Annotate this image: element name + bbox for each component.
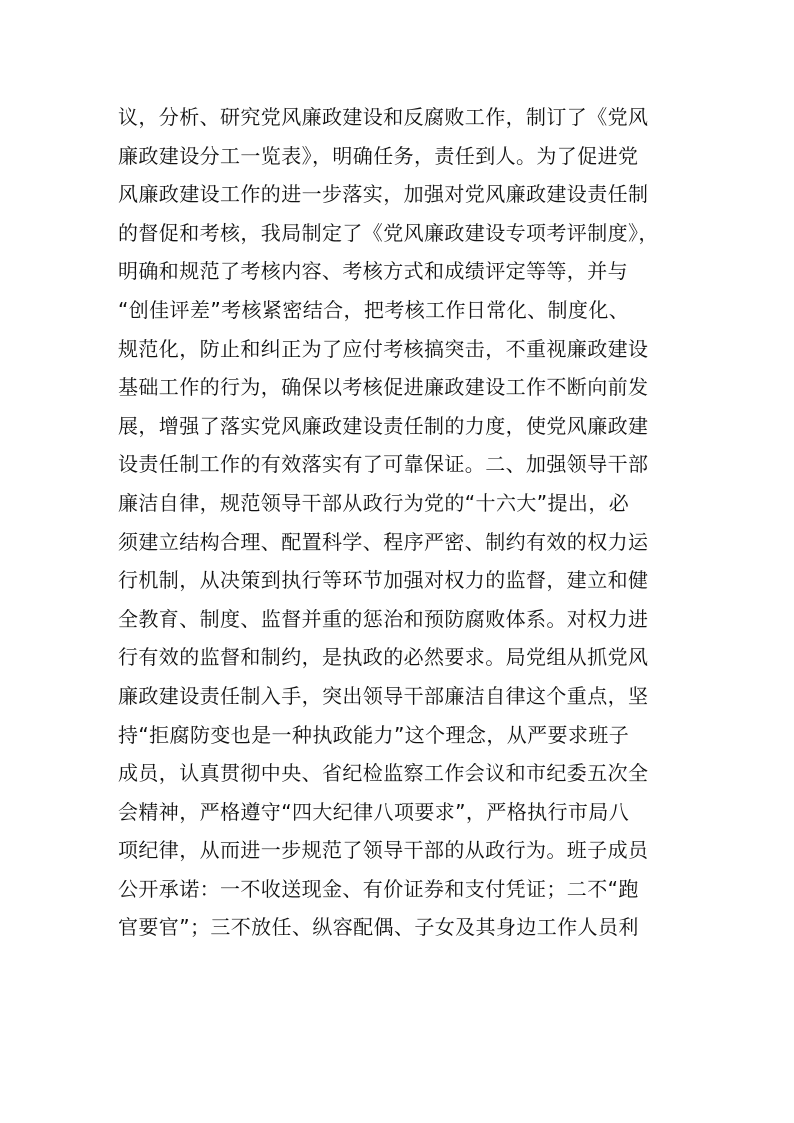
text-line: 明确和规范了考核内容、考核方式和成绩评定等等，并与 — [118, 259, 628, 284]
text-line: 官要官”；三不放任、纵容配偶、子女及其身边工作人员利 — [118, 915, 639, 940]
text-line: 议，分析、研究党风廉政建设和反腐败工作，制订了《党风 — [118, 105, 649, 129]
text-line: 廉政建设责任制入手，突出领导干部廉洁自律这个重点，坚 — [118, 683, 649, 708]
body-text — [118, 98, 693, 947]
text-line: 须建立结构合理、配置科学、程序严密、制约有效的权力运 — [118, 529, 649, 554]
text-line: 规范化，防止和纠正为了应付考核搞突击，不重视廉政建设 — [118, 336, 649, 361]
text-line: 廉洁自律，规范领导干部从政行为党的“十六大”提出，必 — [118, 490, 630, 515]
text-line: 成员，认真贯彻中央、省纪检监察工作会议和市纪委五次全 — [118, 761, 649, 786]
text-line: 行机制，从决策到执行等环节加强对权力的监督，建立和健 — [118, 568, 649, 593]
text-line: 廉政建设分工一览表》，明确任务，责任到人。为了促进党 — [118, 143, 639, 168]
text-line: 展，增强了落实党风廉政建设责任制的力度，使党风廉政建 — [118, 413, 649, 438]
text-line: 行有效的监督和制约，是执政的必然要求。局党组从抓党风 — [118, 645, 649, 670]
text-line: 基础工作的行为，确保以考核促进廉政建设工作不断向前发 — [118, 375, 649, 400]
text-line: 持“拒腐防变也是一种执政能力”这个理念，从严要求班子 — [118, 722, 630, 747]
text-line: “创佳评差”考核紧密结合，把考核工作日常化、制度化、 — [118, 297, 630, 322]
text-line: 公开承诺：一不收送现金、有价证券和支付凭证；二不“跑 — [118, 876, 639, 901]
text-line: 设责任制工作的有效落实有了可靠保证。二、加强领导干部 — [118, 452, 649, 477]
text-line: 风廉政建设工作的进一步落实，加强对党风廉政建设责任制 — [118, 182, 649, 207]
text-line: 全教育、制度、监督并重的惩治和预防腐败体系。对权力进 — [118, 606, 649, 631]
text-line: 项纪律，从而进一步规范了领导干部的从政行为。班子成员 — [118, 838, 649, 863]
text-line: 会精神，严格遵守“四大纪律八项要求”，严格执行市局八 — [118, 799, 630, 824]
text-line: 的督促和考核，我局制定了《党风廉政建设专项考评制度》， — [118, 220, 659, 245]
